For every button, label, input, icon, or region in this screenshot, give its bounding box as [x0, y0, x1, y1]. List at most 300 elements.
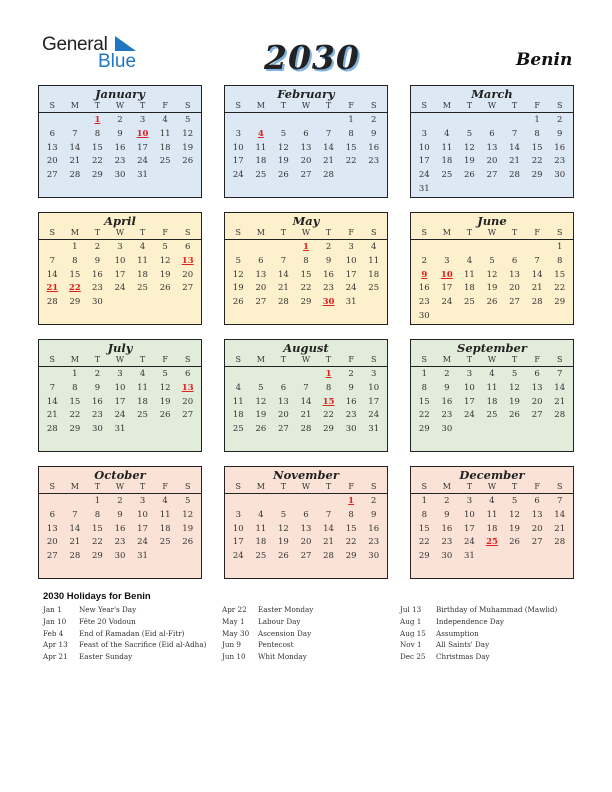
day-cell: 4	[162, 496, 168, 506]
day-cell: 11	[486, 509, 498, 520]
day-cell: 21	[531, 283, 543, 294]
weekday-label: W	[115, 355, 125, 364]
empty-cell	[250, 368, 273, 382]
day-cell: 23	[418, 297, 430, 308]
day-cell: 13	[46, 142, 58, 153]
day-cell: 14	[531, 269, 543, 280]
weekday-label: W	[487, 355, 497, 364]
day-cell: 20	[531, 523, 543, 534]
day-cell: 13	[531, 382, 543, 393]
day-cell: 30	[92, 297, 103, 308]
day-cell: 23	[114, 537, 126, 548]
empty-cell	[413, 114, 436, 128]
holiday-row	[222, 639, 313, 651]
weekday-label: T	[280, 228, 287, 237]
day-cell: 17	[137, 142, 148, 153]
day-cell: 24	[441, 297, 453, 308]
weekday-header	[225, 227, 387, 240]
day-cell: 9	[348, 382, 354, 393]
holiday-day-cell: 9	[421, 269, 428, 280]
day-cell: 30	[441, 551, 453, 562]
day-cell: 28	[531, 297, 543, 308]
day-cell: 12	[232, 269, 244, 280]
day-cell: 7	[280, 255, 287, 266]
day-cell: 1	[421, 496, 427, 506]
month-february	[224, 85, 388, 198]
weekday-label: S	[556, 101, 563, 110]
day-cell: 11	[255, 523, 267, 534]
day-cell: 25	[255, 551, 267, 562]
day-cell: 15	[92, 142, 103, 153]
empty-cell	[317, 114, 340, 128]
weekday-label: M	[442, 482, 451, 491]
day-cell: 30	[441, 424, 453, 435]
empty-cell	[272, 368, 295, 382]
day-cell: 25	[486, 410, 498, 421]
weekday-header	[411, 100, 573, 113]
day-cell: 13	[486, 142, 498, 153]
day-cell: 30	[554, 170, 566, 181]
day-cell: 26	[255, 424, 267, 435]
month-name: September	[457, 341, 527, 355]
weekday-label: F	[348, 101, 354, 110]
day-cell: 5	[489, 255, 495, 266]
day-cell: 16	[92, 396, 103, 407]
empty-cell	[436, 241, 459, 255]
day-cell: 27	[531, 410, 543, 421]
day-cell: 22	[531, 156, 543, 167]
day-cell: 9	[444, 509, 450, 520]
day-cell: 1	[556, 242, 563, 252]
day-cell: 25	[441, 170, 453, 181]
day-cell: 20	[46, 537, 58, 548]
month-june	[410, 212, 574, 325]
day-cell: 22	[92, 156, 103, 167]
weekday-label: W	[115, 228, 125, 237]
day-cell: 19	[255, 410, 267, 421]
day-cell: 22	[345, 537, 357, 548]
day-cell: 24	[114, 283, 126, 294]
weekday-label: T	[280, 101, 287, 110]
empty-cell	[227, 368, 250, 382]
day-cell: 6	[184, 242, 191, 252]
day-cell: 16	[554, 142, 566, 153]
day-cell: 28	[554, 537, 566, 548]
empty-cell	[250, 114, 273, 128]
day-cell: 24	[232, 170, 244, 181]
day-cell: 9	[117, 128, 123, 139]
day-cell: 8	[303, 255, 309, 266]
weekday-label: T	[325, 355, 332, 364]
day-cell: 16	[418, 283, 430, 294]
weekday-label: M	[256, 101, 265, 110]
day-cell: 5	[162, 369, 168, 379]
day-cell: 12	[159, 382, 171, 393]
day-cell: 13	[531, 509, 543, 520]
country-name: Benin	[516, 50, 573, 70]
weekday-header	[225, 354, 387, 367]
day-cell: 6	[184, 369, 191, 379]
holiday-row	[222, 651, 313, 663]
day-cell: 8	[556, 255, 563, 266]
day-cell: 31	[345, 297, 357, 308]
day-cell: 8	[72, 382, 78, 393]
weekday-label: M	[70, 228, 79, 237]
holiday-day-cell: 10	[440, 269, 453, 280]
weekday-label: S	[556, 228, 563, 237]
day-cell: 27	[46, 551, 58, 562]
day-cell: 4	[139, 242, 146, 252]
day-cell: 1	[534, 115, 540, 125]
weekday-label: T	[325, 228, 332, 237]
weekday-label: F	[348, 355, 354, 364]
holiday-row	[400, 604, 557, 616]
holiday-date: May 1	[222, 616, 245, 626]
holiday-name: New Year's Day	[79, 605, 137, 614]
month-march	[410, 85, 574, 198]
day-cell: 14	[69, 142, 81, 153]
month-name: October	[94, 468, 146, 482]
weekday-label: S	[184, 228, 191, 237]
holiday-row	[400, 616, 557, 628]
weekday-label: T	[466, 101, 473, 110]
holiday-day-cell: 30	[322, 297, 335, 308]
day-cell: 26	[232, 297, 244, 308]
day-cell: 3	[421, 128, 427, 139]
generalblue-logo	[42, 34, 142, 74]
day-cell: 29	[300, 297, 312, 308]
empty-cell	[295, 368, 318, 382]
day-cell: 24	[345, 283, 357, 294]
day-cell: 7	[556, 496, 563, 506]
day-cell: 5	[466, 128, 473, 139]
day-cell: 20	[278, 410, 289, 421]
day-cell: 23	[441, 410, 453, 421]
day-cell: 19	[182, 523, 194, 534]
day-cell: 11	[137, 255, 148, 266]
day-cell: 7	[49, 382, 55, 393]
weekday-label: F	[162, 228, 168, 237]
day-cell: 28	[509, 170, 520, 181]
day-cell: 22	[554, 283, 566, 294]
day-cell: 18	[368, 269, 380, 280]
day-cell: 25	[464, 297, 475, 308]
day-cell: 10	[418, 142, 430, 153]
day-cell: 14	[554, 509, 566, 520]
weekday-label: T	[511, 355, 518, 364]
day-cell: 12	[278, 523, 289, 534]
day-cell: 2	[556, 115, 563, 125]
day-cell: 26	[182, 537, 194, 548]
day-cell: 21	[69, 537, 81, 548]
weekday-header	[39, 481, 201, 494]
day-cell: 21	[323, 156, 334, 167]
weekday-label: T	[139, 482, 146, 491]
day-cell: 26	[464, 170, 475, 181]
day-cell: 25	[159, 537, 171, 548]
day-cell: 5	[511, 496, 518, 506]
holiday-date: Dec 25	[400, 652, 426, 662]
day-cell: 17	[464, 396, 475, 407]
weekday-label: S	[184, 355, 191, 364]
empty-cell	[227, 495, 250, 509]
weekday-label: T	[94, 355, 101, 364]
day-cell: 3	[139, 115, 146, 125]
holiday-name: Birthday of Muhammad (Mawlid)	[436, 605, 558, 614]
weekday-label: S	[421, 101, 428, 110]
day-cell: 17	[232, 156, 244, 167]
empty-cell	[41, 241, 64, 255]
empty-cell	[64, 495, 87, 509]
day-cell: 31	[137, 170, 148, 181]
day-cell: 18	[137, 269, 148, 280]
holiday-date: Jan 10	[43, 616, 67, 626]
day-cell: 7	[534, 255, 540, 266]
weekday-label: S	[235, 482, 242, 491]
day-cell: 31	[368, 424, 380, 435]
day-cell: 29	[92, 170, 103, 181]
day-cell: 9	[94, 255, 101, 266]
day-cell: 14	[46, 269, 58, 280]
day-cell: 18	[486, 523, 498, 534]
day-cell: 23	[368, 537, 380, 548]
day-cell: 25	[255, 170, 267, 181]
day-cell: 14	[323, 142, 334, 153]
day-cell: 30	[92, 424, 103, 435]
holiday-row	[222, 628, 313, 640]
weekday-label: F	[162, 482, 168, 491]
weekday-label: T	[280, 355, 287, 364]
weekday-label: T	[139, 228, 146, 237]
holiday-date: Nov 1	[400, 640, 422, 650]
holiday-day-cell: 10	[136, 128, 149, 139]
day-cell: 7	[325, 128, 332, 139]
weekday-label: S	[49, 355, 56, 364]
day-cell: 12	[278, 142, 289, 153]
day-cell: 29	[92, 551, 103, 562]
day-cell: 28	[69, 170, 81, 181]
day-cell: 11	[441, 142, 453, 153]
empty-cell	[503, 241, 526, 255]
day-cell: 18	[464, 283, 475, 294]
day-cell: 6	[489, 128, 495, 139]
month-name: August	[283, 341, 329, 355]
day-cell: 7	[556, 369, 563, 379]
day-cell: 19	[232, 283, 244, 294]
day-cell: 5	[184, 496, 191, 506]
holiday-row	[400, 628, 557, 640]
weekday-label: W	[301, 101, 311, 110]
day-cell: 2	[370, 496, 377, 506]
empty-cell	[227, 114, 250, 128]
day-cell: 12	[509, 509, 520, 520]
day-cell: 12	[509, 382, 520, 393]
weekday-label: S	[421, 355, 428, 364]
day-cell: 27	[278, 424, 289, 435]
day-cell: 1	[72, 242, 78, 252]
day-cell: 28	[46, 424, 58, 435]
day-cell: 4	[139, 369, 146, 379]
holidays-title: 2030 Holidays for Benin	[43, 591, 151, 602]
day-cell: 29	[554, 297, 566, 308]
day-cell: 8	[348, 509, 354, 520]
day-cell: 18	[486, 396, 498, 407]
day-cell: 16	[368, 523, 380, 534]
day-cell: 15	[345, 142, 357, 153]
day-cell: 7	[72, 509, 78, 520]
day-cell: 2	[421, 255, 427, 266]
weekday-label: T	[325, 101, 332, 110]
day-cell: 12	[255, 396, 267, 407]
holiday-date: Apr 13	[43, 640, 68, 650]
month-january	[38, 85, 202, 198]
weekday-header	[39, 100, 201, 113]
day-cell: 24	[368, 410, 380, 421]
day-cell: 27	[300, 170, 312, 181]
day-cell: 20	[46, 156, 58, 167]
month-name: April	[104, 214, 136, 228]
day-cell: 1	[94, 496, 101, 506]
day-cell: 16	[368, 142, 380, 153]
day-cell: 10	[368, 382, 380, 393]
day-cell: 6	[534, 496, 540, 506]
day-cell: 4	[444, 128, 450, 139]
weekday-label: M	[256, 355, 265, 364]
day-cell: 22	[418, 537, 430, 548]
weekday-header	[39, 354, 201, 367]
day-cell: 14	[323, 523, 334, 534]
day-cell: 3	[466, 369, 473, 379]
day-cell: 3	[444, 255, 450, 266]
day-cell: 23	[114, 156, 126, 167]
day-cell: 14	[278, 269, 289, 280]
day-cell: 13	[300, 523, 312, 534]
day-cell: 21	[300, 410, 312, 421]
day-cell: 25	[137, 410, 148, 421]
day-cell: 5	[280, 509, 287, 520]
holiday-day-cell: 22	[68, 283, 81, 294]
day-cell: 6	[258, 255, 264, 266]
day-cell: 15	[418, 523, 430, 534]
day-cell: 18	[137, 396, 148, 407]
weekday-label: T	[139, 355, 146, 364]
holiday-column	[400, 604, 557, 663]
month-april	[38, 212, 202, 325]
holiday-date: Jun 9	[222, 640, 241, 650]
holiday-row	[43, 604, 206, 616]
day-cell: 26	[509, 410, 520, 421]
weekday-label: S	[184, 101, 191, 110]
day-cell: 4	[162, 115, 168, 125]
day-grid	[225, 494, 387, 564]
day-cell: 4	[258, 509, 264, 520]
holiday-day-cell: 1	[348, 496, 355, 506]
day-cell: 7	[49, 255, 55, 266]
day-grid	[225, 113, 387, 183]
day-grid	[39, 113, 201, 183]
holiday-date: Apr 22	[222, 605, 247, 614]
day-cell: 17	[137, 523, 148, 534]
holiday-name: Christmas Day	[436, 652, 490, 662]
day-cell: 17	[114, 269, 126, 280]
day-cell: 5	[511, 369, 518, 379]
day-cell: 26	[159, 410, 171, 421]
day-cell: 11	[159, 509, 171, 520]
day-cell: 18	[255, 156, 267, 167]
day-cell: 24	[114, 410, 126, 421]
weekday-label: T	[466, 355, 473, 364]
day-cell: 14	[300, 396, 312, 407]
day-cell: 4	[489, 369, 495, 379]
day-cell: 22	[345, 156, 357, 167]
day-cell: 10	[345, 255, 357, 266]
day-cell: 21	[46, 410, 58, 421]
empty-cell	[272, 495, 295, 509]
weekday-label: S	[556, 355, 563, 364]
month-name: December	[459, 468, 525, 482]
day-cell: 30	[368, 551, 380, 562]
weekday-label: T	[466, 482, 473, 491]
weekday-label: S	[421, 482, 428, 491]
weekday-label: F	[348, 228, 354, 237]
day-cell: 10	[464, 509, 475, 520]
day-cell: 11	[137, 382, 148, 393]
day-cell: 27	[509, 297, 520, 308]
day-cell: 3	[117, 242, 123, 252]
weekday-label: M	[256, 482, 265, 491]
day-cell: 27	[182, 410, 194, 421]
weekday-label: T	[139, 101, 146, 110]
weekday-label: T	[511, 101, 518, 110]
empty-cell	[295, 495, 318, 509]
day-cell: 20	[531, 396, 543, 407]
day-cell: 25	[159, 156, 171, 167]
day-cell: 12	[464, 142, 475, 153]
day-cell: 14	[554, 382, 566, 393]
day-cell: 17	[114, 396, 126, 407]
day-cell: 18	[441, 156, 453, 167]
weekday-label: M	[70, 482, 79, 491]
weekday-label: S	[49, 228, 56, 237]
day-cell: 3	[466, 496, 473, 506]
weekday-label: S	[370, 101, 377, 110]
day-cell: 19	[159, 269, 171, 280]
day-cell: 20	[300, 156, 312, 167]
holiday-day-cell: 4	[257, 128, 264, 139]
day-cell: 10	[137, 509, 148, 520]
day-cell: 14	[509, 142, 520, 153]
holiday-row	[43, 616, 206, 628]
day-cell: 18	[255, 537, 267, 548]
day-cell: 12	[486, 269, 498, 280]
day-cell: 10	[114, 255, 126, 266]
day-cell: 21	[554, 523, 566, 534]
holiday-column	[43, 604, 206, 663]
day-cell: 27	[255, 297, 267, 308]
day-cell: 28	[323, 170, 334, 181]
day-cell: 28	[69, 551, 81, 562]
empty-cell	[41, 495, 64, 509]
month-name: January	[95, 87, 145, 101]
day-cell: 12	[182, 509, 194, 520]
day-cell: 28	[278, 297, 289, 308]
day-cell: 31	[464, 551, 475, 562]
day-cell: 6	[303, 128, 309, 139]
day-cell: 15	[69, 396, 81, 407]
day-cell: 2	[444, 496, 450, 506]
day-cell: 21	[278, 283, 289, 294]
weekday-label: W	[301, 355, 311, 364]
